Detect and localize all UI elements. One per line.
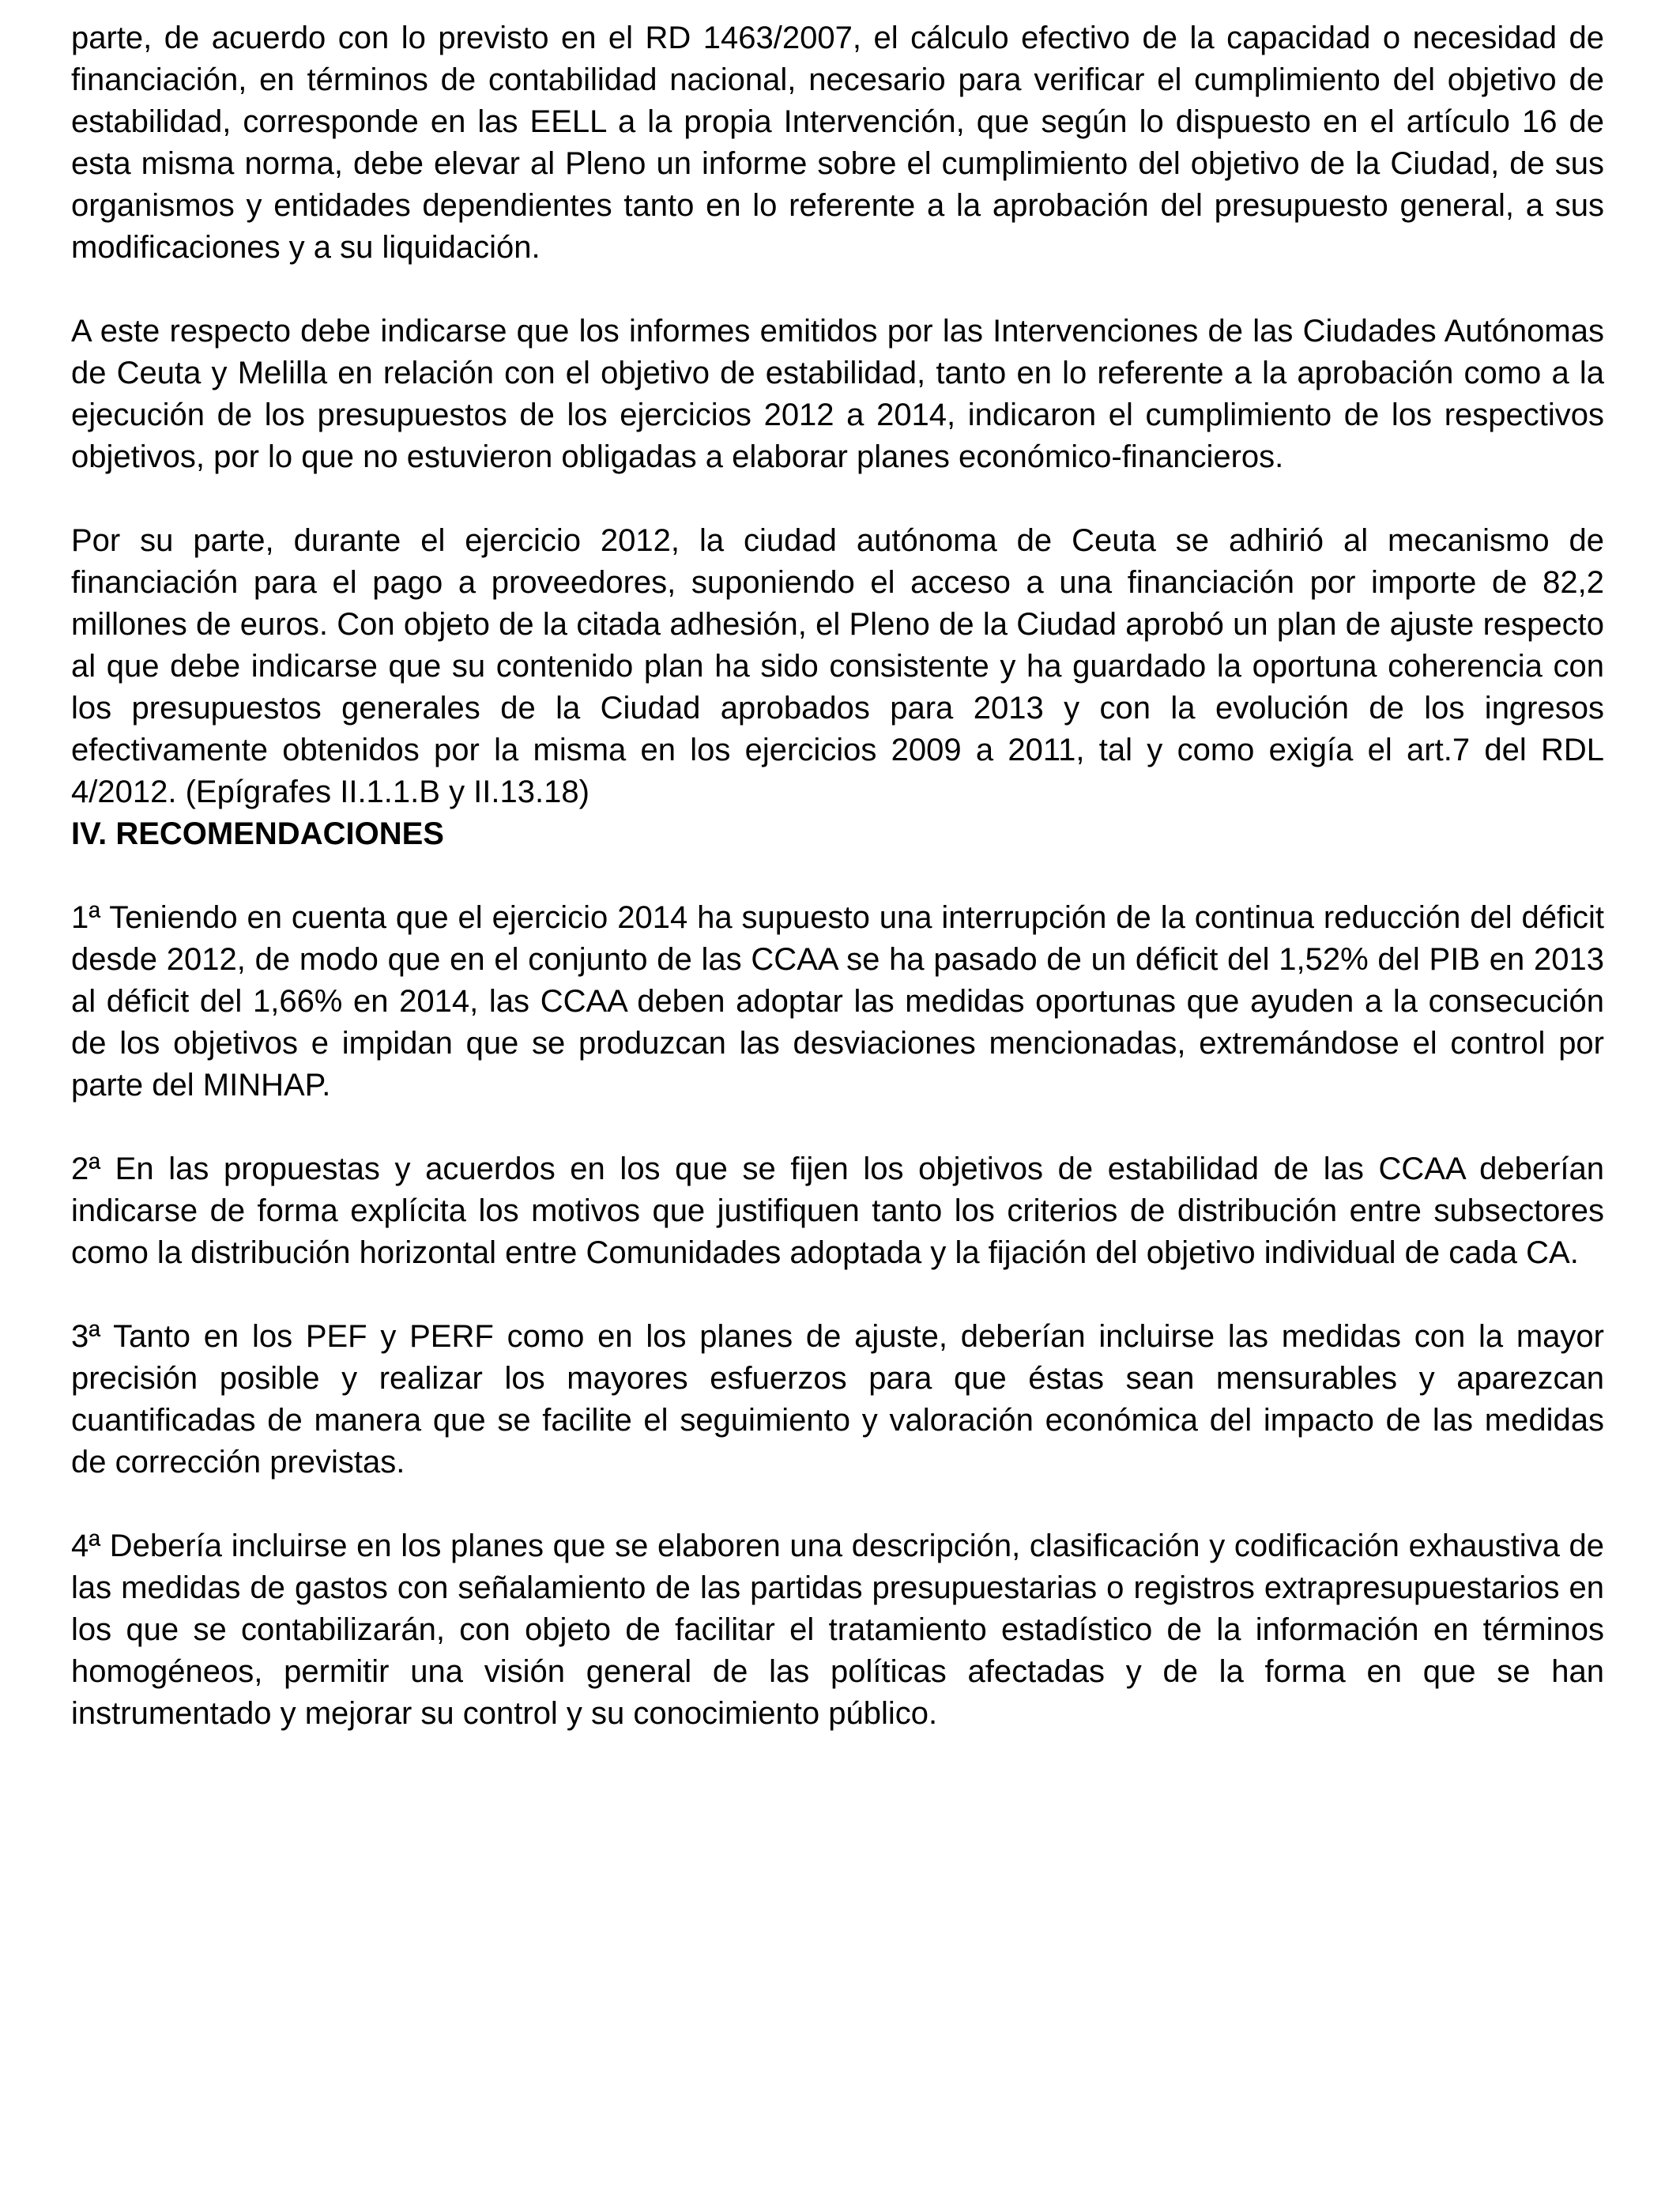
recommendation-2: 2ª En las propuestas y acuerdos en los que se fijen los objetivos de estabilidad de las CCAA deberían indicarse de forma explícita los motivos que justifiquen tanto los criterios de distribución entre subsectores como la distribución horizontal entre Comunidades adoptada y la fijación del objetivo individual de cada CA. <box>71 1152 1604 1270</box>
paragraph-ceuta-pago-proveedores: Por su parte, durante el ejercicio 2012, la ciudad autónoma de Ceuta se adhirió al mecanismo de financiación para el pago a proveedores, suponiendo el acceso a una financiación por importe de 82,2 millones de euros. Con objeto de la citada adhesión, el Pleno de la Ciudad aprobó un plan de ajuste respecto al que debe indicarse que su contenido plan ha sido consistente y ha guardado la oportuna coherencia con los presupuestos generales de la Ciudad aprobados para 2013 y con la evolución de los ingresos efectivamente obtenidos por la misma en los ejercicios 2009 a 2011, tal y como exigía el art.7 del RDL 4/2012. (Epígrafes II.1.1.B y II.13.18) <box>71 523 1604 809</box>
recommendation-4: 4ª Debería incluirse en los planes que se elaboren una descripción, clasificación y codificación exhaustiva de las medidas de gastos con señalamiento de las partidas presupuestarias o registros extrapresupuestarios en los que se contabilizarán, con objeto de facilitar el tratamiento estadístico de la información en términos homogéneos, permitir una visión general de las políticas afectadas y de la forma en que se han instrumentado y mejorar su control y su conocimiento público. <box>71 1529 1604 1731</box>
section-heading-recomendaciones: IV. RECOMENDACIONES <box>71 816 444 851</box>
document-page <box>71 17 1604 1735</box>
recommendation-1: 1ª Teniendo en cuenta que el ejercicio 2014 ha supuesto una interrupción de la continua reducción del déficit desde 2012, de modo que en el conjunto de las CCAA se ha pasado de un déficit del 1,52% del PIB en 2013 al déficit del 1,66% en 2014, las CCAA deben adoptar las medidas oportunas que ayuden a la consecución de los objetivos e impidan que se produzcan las desviaciones mencionadas, extremándose el control por parte del MINHAP. <box>71 900 1604 1103</box>
recommendation-3: 3ª Tanto en los PEF y PERF como en los planes de ajuste, deberían incluirse las medidas con la mayor precisión posible y realizar los mayores esfuerzos para que éstas sean mensurables y aparezcan cuantificadas de manera que se facilite el seguimiento y valoración económica del impacto de las medidas de corrección previstas. <box>71 1319 1604 1480</box>
paragraph-ceuta-melilla-informes: A este respecto debe indicarse que los informes emitidos por las Intervenciones de las Ciudades Autónomas de Ceuta y Melilla en relación con el objetivo de estabilidad, tanto en lo referente a la aprobación como a la ejecución de los presupuestos de los ejercicios 2012 a 2014, indicaron el cumplimiento de los respectivos objetivos, por lo que no estuvieron obligadas a elaborar planes económico-financieros. <box>71 314 1604 474</box>
paragraph-intervencion-informe: parte, de acuerdo con lo previsto en el RD 1463/2007, el cálculo efectivo de la capacidad o necesidad de financiación, en términos de contabilidad nacional, necesario para verificar el cumplimiento del objetivo de estabilidad, corresponde en las EELL a la propia Intervención, que según lo dispuesto en el artículo 16 de esta misma norma, debe elevar al Pleno un informe sobre el cumplimiento del objetivo de la Ciudad, de sus organismos y entidades dependientes tanto en lo referente a la aprobación del presupuesto general, a sus modificaciones y a su liquidación. <box>71 21 1604 265</box>
